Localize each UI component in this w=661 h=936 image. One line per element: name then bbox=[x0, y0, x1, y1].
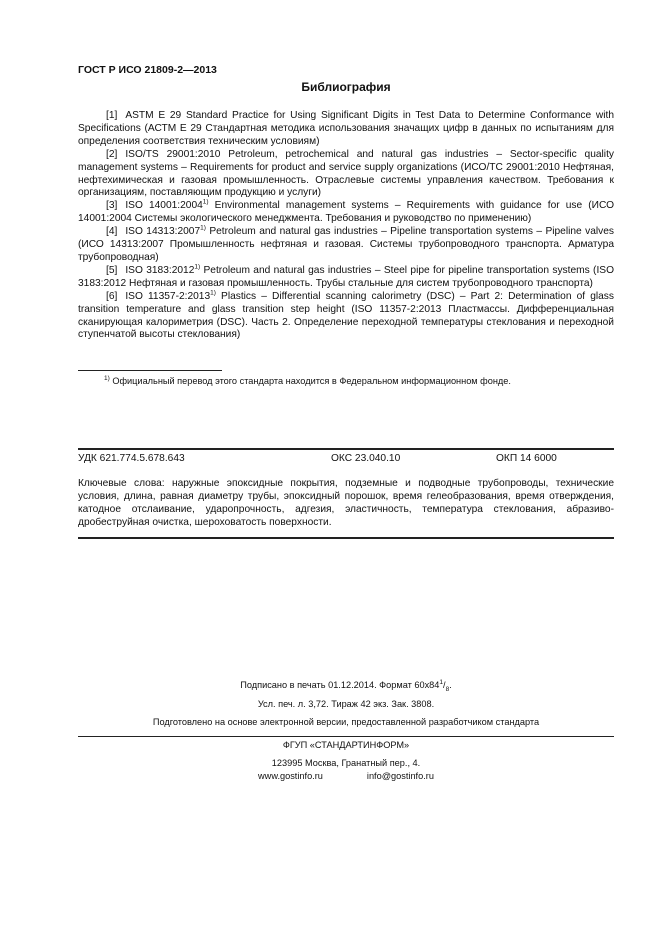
ref-text: Standard Practice for Using Significant Digits in Test Data to Determine Conformance with Specifications (АСТМ Е 29 Стандартная методика использования значащих цифр в данных по испытаниям для определения соответствия техническим условиям) bbox=[78, 110, 614, 147]
footnote bbox=[104, 376, 511, 386]
imprint-signed-text: Подписано в печать 01.12.2014. Формат 60x84 bbox=[240, 680, 440, 690]
footnote-mark: 1) bbox=[104, 374, 110, 382]
footnote-mark: 1) bbox=[194, 263, 201, 271]
imprint-print-info: Усл. печ. л. 3,72. Тираж 42 экз. Зак. 3808. bbox=[257, 699, 435, 709]
format-numerator: 1 bbox=[439, 678, 444, 686]
imprint-contacts bbox=[78, 771, 614, 781]
ref-designation: ISO/TS 29001:2010 bbox=[125, 148, 221, 160]
bibliography-title: Библиография bbox=[301, 80, 391, 94]
bibliography-item bbox=[78, 226, 614, 265]
ref-number: [3] bbox=[106, 200, 118, 212]
imprint-rule bbox=[78, 736, 614, 737]
ref-number: [2] bbox=[106, 148, 118, 160]
ref-designation: ISO 14313:2007 bbox=[125, 226, 201, 238]
footnote-text: Официальный перевод этого стандарта находится в Федеральном информационном фонде. bbox=[109, 376, 511, 386]
ref-text: Environmental management systems – Requirements with guidance for use (ИСО 14001:2004 Системы экологического менеджмента. Требования и руководство по применению) bbox=[78, 200, 615, 225]
ref-text: Plastics – Differential scanning calorimetry (DSC) – Part 2: Determination of glass transition temperature and glass transition step height (ISO 11357-2:2013 Пластмассы. Дифференциальная сканирующая калориметрия (DSC). Часть 2. Определение переходной температуры стеклования и переходной ступенчатой высоты стеклования) bbox=[78, 290, 614, 341]
email-link[interactable]: info@gostinfo.ru bbox=[366, 771, 434, 781]
ref-designation: ASTM E 29 bbox=[125, 110, 182, 121]
ref-text: Petroleum and natural gas industries – Steel pipe for pipeline transportation systems (ISO 3183:2012 Нефтяная и газовая промышленность. Трубы стальные для систем трубопроводного транспорта) bbox=[78, 264, 614, 289]
ref-number: [5] bbox=[106, 264, 118, 276]
ref-designation: ISO 14001:2004 bbox=[125, 200, 203, 212]
okp-code: ОКП 14 6000 bbox=[496, 453, 557, 464]
website-link[interactable]: www.gostinfo.ru bbox=[258, 771, 323, 781]
bibliography-item bbox=[78, 200, 614, 226]
imprint-organization: ФГУП «СТАНДАРТИНФОРМ» bbox=[282, 740, 410, 750]
bibliography-item bbox=[78, 149, 614, 201]
ref-number: [6] bbox=[106, 290, 118, 302]
ref-designation: ISO 3183:2012 bbox=[125, 264, 195, 276]
ref-text: Petroleum, petrochemical and natural gas industries – Sector-specific quality management systems – Requirements for product and service supply organizations (ИСО/ТС 29001:2010 Нефтяная, нефтехимическая и газовая промышленность. Отраслевые системы управления качеством. Требования к организациям, поставляющим продукцию и услуги) bbox=[78, 148, 614, 199]
footnote-mark: 1) bbox=[202, 198, 209, 206]
footnote-mark: 1) bbox=[210, 289, 216, 297]
keywords: Ключевые слова: наружные эпоксидные покрытия, подземные и подводные трубопроводы, технические условия, длина, равная диаметру трубы, эпоксидный порошок, время гелеобразования, время отверждения, катодное отслаивание, ударопрочность, адгезия, эластичность, температура стеклования, абразиво-дробеструйная очистка, шероховатость поверхности. bbox=[78, 478, 614, 528]
oks-code: ОКС 23.040.10 bbox=[331, 453, 401, 464]
imprint-prepared: Подготовлено на основе электронной версии, предоставленной разработчиком стандарта bbox=[152, 717, 540, 727]
bibliography-item bbox=[78, 291, 614, 343]
ref-number: [1] bbox=[106, 110, 118, 121]
ref-designation: ISO 11357-2:2013 bbox=[125, 290, 211, 302]
format-denominator: 8 bbox=[445, 685, 450, 693]
ref-number: [4] bbox=[106, 226, 118, 238]
classification-bottom-rule bbox=[78, 537, 614, 539]
footnote-separator bbox=[78, 370, 222, 371]
imprint-address: 123995 Москва, Гранатный пер., 4. bbox=[271, 758, 421, 768]
classification-top-rule bbox=[78, 448, 614, 450]
document-code: ГОСТ Р ИСО 21809-2—2013 bbox=[78, 64, 217, 76]
bibliography-item bbox=[78, 110, 614, 149]
imprint-signed: Подписано в печать 01.12.2014. Формат $60x84^1/_8$. bbox=[240, 678, 452, 693]
ref-text: Petroleum and natural gas industries – Pipeline transportation systems – Pipeline valves (ИСО 14313:2007 Промышленность нефтяная и газовая. Системы трубопроводного транспорта. Арматура трубопроводная) bbox=[78, 226, 614, 263]
bibliography-list bbox=[78, 110, 614, 342]
footnote-mark: 1) bbox=[200, 224, 206, 232]
udk-code: УДК 621.774.5.678.643 bbox=[78, 453, 185, 464]
bibliography-item bbox=[78, 265, 614, 291]
